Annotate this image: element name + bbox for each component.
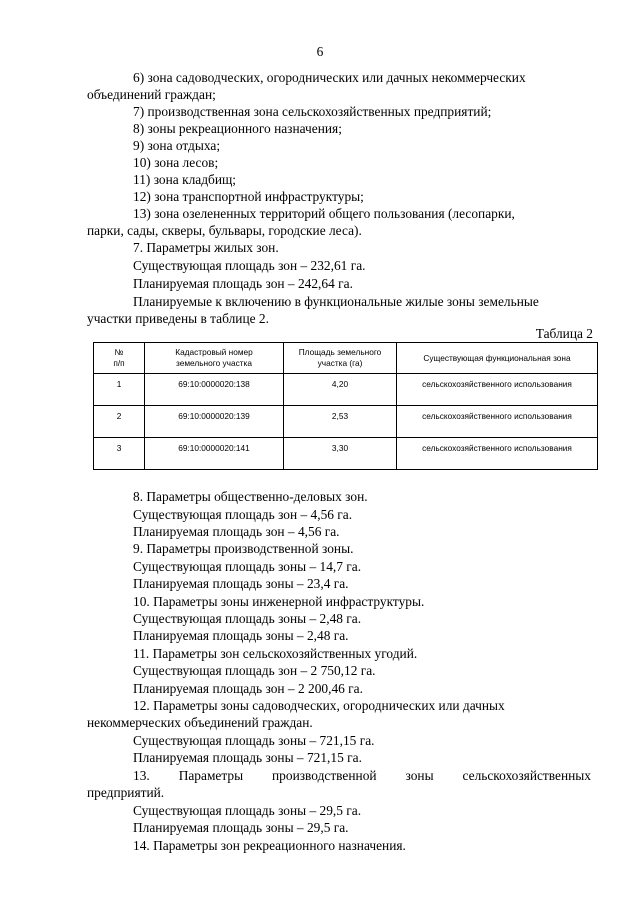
text-line: Планируемая площадь зоны – 721,15 га. [133, 750, 362, 765]
text-line: 12) зона транспортной инфраструктуры; [133, 189, 364, 204]
text-line: 6) зона садоводческих, огороднических или дачных некоммерческих [133, 70, 526, 85]
text-line: 10. Параметры зоны инженерной инфраструктуры. [133, 594, 425, 609]
table-header-row [94, 343, 598, 374]
text-line: участки приведены в таблице 2. [87, 311, 269, 326]
text-line: 7. Параметры жилых зон. [133, 240, 279, 255]
text-line: 12. Параметры зоны садоводческих, огороднических или дачных [133, 698, 505, 713]
text-line: 13) зона озелененных территорий общего пользования (лесопарки, [133, 206, 515, 221]
header-area: Площадь земельного участка (га) [298, 347, 382, 368]
table-cell: 3,30 [284, 438, 397, 470]
header-cadastral: Кадастровый номер земельного участка [175, 347, 253, 368]
text-line: 13. Параметры производственной зоны сельскохозяйственных [133, 768, 591, 783]
text-line: 8) зоны рекреационного назначения; [133, 121, 342, 136]
table-caption: Таблица 2 [535, 326, 593, 341]
text-line: Планируемые к включению в функциональные жилые зоны земельные [133, 294, 539, 309]
land-plots-table [93, 342, 598, 470]
table-row [94, 438, 598, 470]
text-line: 11. Параметры зон сельскохозяйственных угодий. [133, 646, 418, 661]
header-no: № п/п [113, 347, 125, 368]
table-body [94, 374, 598, 470]
table-cell: 3 [94, 438, 145, 470]
header-cell [284, 343, 397, 374]
table-cell: 69:10:0000020:139 [145, 406, 284, 438]
text-line: Планируемая площадь зоны – 29,5 га. [133, 820, 349, 835]
text-line: объединений граждан; [87, 87, 216, 102]
text-line: 8. Параметры общественно-деловых зон. [133, 489, 368, 504]
table-cell: сельскохозяйственного использования [397, 438, 598, 470]
table-cell: сельскохозяйственного использования [397, 406, 598, 438]
table-row [94, 374, 598, 406]
table-cell: 2 [94, 406, 145, 438]
header-cell [397, 343, 598, 374]
text-line: Планируемая площадь зоны – 23,4 га. [133, 576, 349, 591]
page-number: 6 [316, 44, 324, 59]
table-cell: 4,20 [284, 374, 397, 406]
table-cell: 69:10:0000020:141 [145, 438, 284, 470]
text-line: Существующая площадь зоны – 14,7 га. [133, 559, 362, 574]
table-row [94, 406, 598, 438]
table-cell: 1 [94, 374, 145, 406]
text-line: некоммерческих объединений граждан. [87, 715, 313, 730]
header-cell [94, 343, 145, 374]
text-line: Существующая площадь зон – 4,56 га. [133, 507, 353, 522]
text-line: 10) зона лесов; [133, 155, 219, 170]
text-line: предприятий. [87, 785, 165, 800]
text-line: Существующая площадь зоны – 2,48 га. [133, 611, 362, 626]
text-line: Существующая площадь зоны – 29,5 га. [133, 803, 362, 818]
header-cell [145, 343, 284, 374]
text-line: 14. Параметры зон рекреационного назначения. [133, 838, 406, 853]
text-line: Существующая площадь зон – 232,61 га. [133, 258, 366, 273]
text-line: Планируемая площадь зон – 2 200,46 га. [133, 681, 363, 696]
table-cell: 2,53 [284, 406, 397, 438]
text-line: Планируемая площадь зон – 242,64 га. [133, 276, 353, 291]
header-zone: Существующая функциональная зона [423, 352, 571, 363]
text-line: парки, сады, скверы, бульвары, городские леса). [87, 223, 362, 238]
text-line: 11) зона кладбищ; [133, 172, 237, 187]
text-line: Существующая площадь зон – 2 750,12 га. [133, 663, 376, 678]
text-line: Планируемая площадь зон – 4,56 га. [133, 524, 340, 539]
text-line: 9. Параметры производственной зоны. [133, 541, 354, 556]
table-cell: 69:10:0000020:138 [145, 374, 284, 406]
text-line: 7) производственная зона сельскохозяйственных предприятий; [133, 104, 492, 119]
text-line: 9) зона отдыха; [133, 138, 221, 153]
text-line: Планируемая площадь зоны – 2,48 га. [133, 628, 349, 643]
table-cell: сельскохозяйственного использования [397, 374, 598, 406]
text-line: Существующая площадь зоны – 721,15 га. [133, 733, 375, 748]
